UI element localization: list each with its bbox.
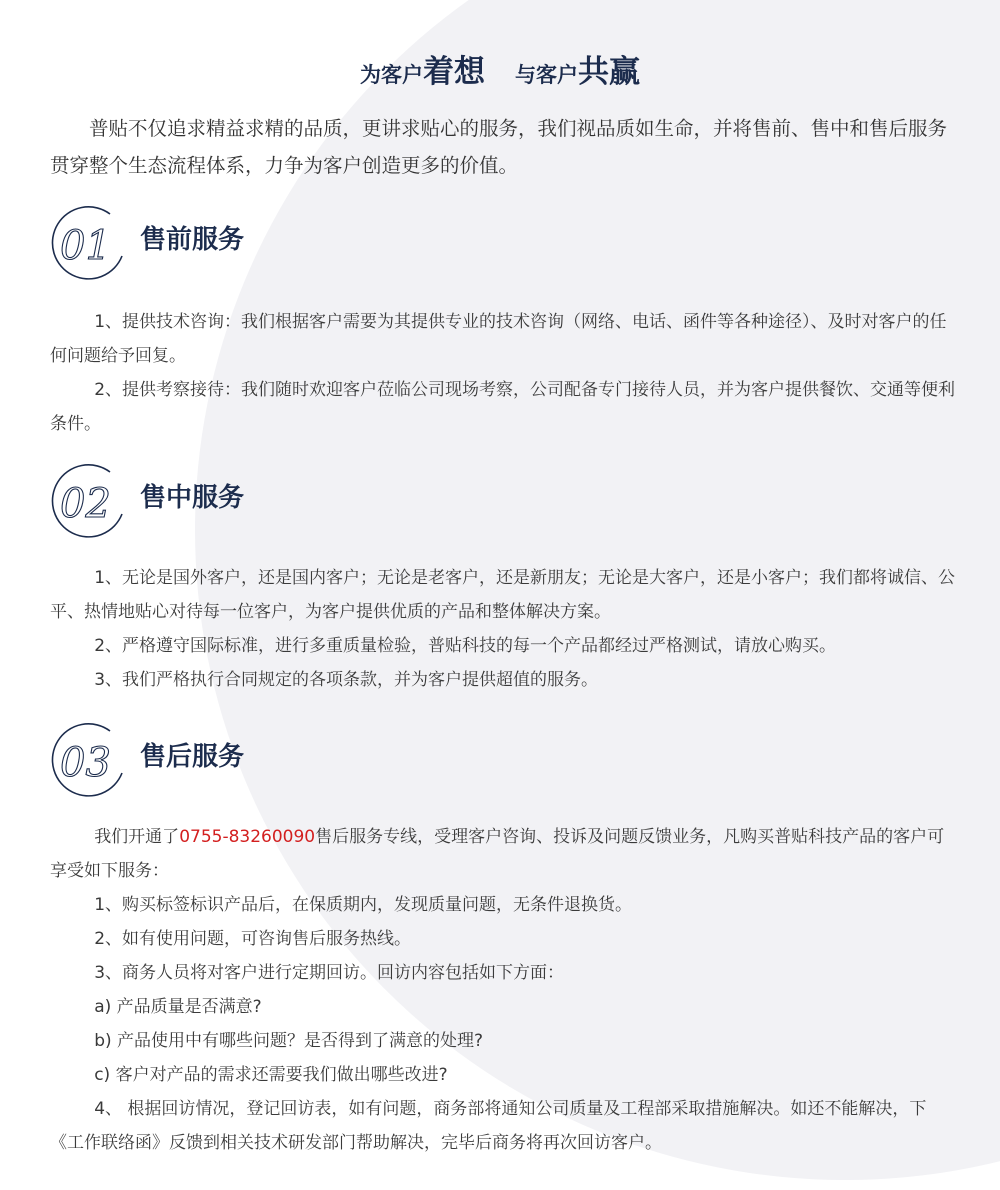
list-item: 2、严格遵守国际标准，进行多重质量检验，普贴科技的每一个产品都经过严格测试，请放心购买。 [94, 636, 837, 656]
section-insale-body [50, 561, 960, 697]
section-presale-header [48, 202, 468, 282]
section-title: 售前服务 [140, 225, 245, 255]
hotline-prefix: 我们开通了 [94, 827, 180, 847]
section-number-badge [48, 719, 130, 799]
list-item: 3、商务人员将对客户进行定期回访。回访内容包括如下方面： [94, 963, 565, 983]
hotline-paragraph [50, 820, 960, 888]
headline-part2-small: 与客户 [515, 63, 578, 87]
section-aftersale-body [50, 820, 960, 1160]
section-presale-body [50, 305, 960, 441]
headline-part1-big: 着想 [423, 54, 485, 90]
list-item: 1、无论是国外客户，还是国内客户；无论是老客户，还是新朋友；无论是大客户，还是小客户；我们都将诚信、公平、热情地贴心对待每一位客户，为客户提供优质的产品和整体解决方案。 [50, 568, 956, 622]
section-title: 售后服务 [140, 742, 245, 772]
section-number-badge [48, 460, 130, 540]
section-insale-header [48, 460, 468, 540]
list-item: c) 客户对产品的需求还需要我们做出哪些改进? [94, 1065, 448, 1085]
section-number-badge [48, 202, 130, 282]
list-item: 1、购买标签标识产品后，在保质期内，发现质量问题，无条件退换货。 [94, 895, 633, 915]
list-item: 1、提供技术咨询：我们根据客户需要为其提供专业的技术咨询（网络、电话、函件等各种途径）、及时对客户的任何问题给予回复。 [50, 312, 947, 366]
list-item: a) 产品质量是否满意? [94, 997, 262, 1017]
list-item: 2、提供考察接待：我们随时欢迎客户莅临公司现场考察，公司配备专门接待人员，并为客户提供餐饮、交通等便利条件。 [50, 380, 956, 434]
hotline-suffix: 售后服务专线，受理客户咨询、投诉及问题反馈业务，凡购买普贴科技产品的客户可享受如下服务： [50, 827, 945, 881]
section-number: 01 [60, 223, 111, 269]
section-aftersale-header [48, 719, 468, 799]
section-title: 售中服务 [140, 483, 245, 513]
list-item: 3、我们严格执行合同规定的各项条款，并为客户提供超值的服务。 [94, 670, 599, 690]
headline-part1-small: 为客户 [360, 63, 423, 87]
hotline-number: 0755-83260090 [179, 827, 316, 847]
list-item: 2、如有使用问题，可咨询售后服务热线。 [94, 929, 412, 949]
list-item: b) 产品使用中有哪些问题？是否得到了满意的处理? [94, 1031, 484, 1051]
list-item: 4、 根据回访情况，登记回访表，如有问题，商务部将通知公司质量及工程部采取措施解决。如还不能解决，下《工作联络函》反馈到相关技术研发部门帮助解决，完毕后商务将再次回访客户。 [50, 1099, 927, 1153]
intro-paragraph: 普贴不仅追求精益求精的品质，更讲求贴心的服务，我们视品质如生命，并将售前、售中和售后服务贯穿整个生态流程体系，力争为客户创造更多的价值。 [50, 117, 948, 177]
section-number: 02 [60, 481, 111, 527]
headline-part2-big: 共赢 [578, 54, 640, 90]
section-number: 03 [60, 740, 111, 786]
page-headline [0, 46, 1000, 91]
